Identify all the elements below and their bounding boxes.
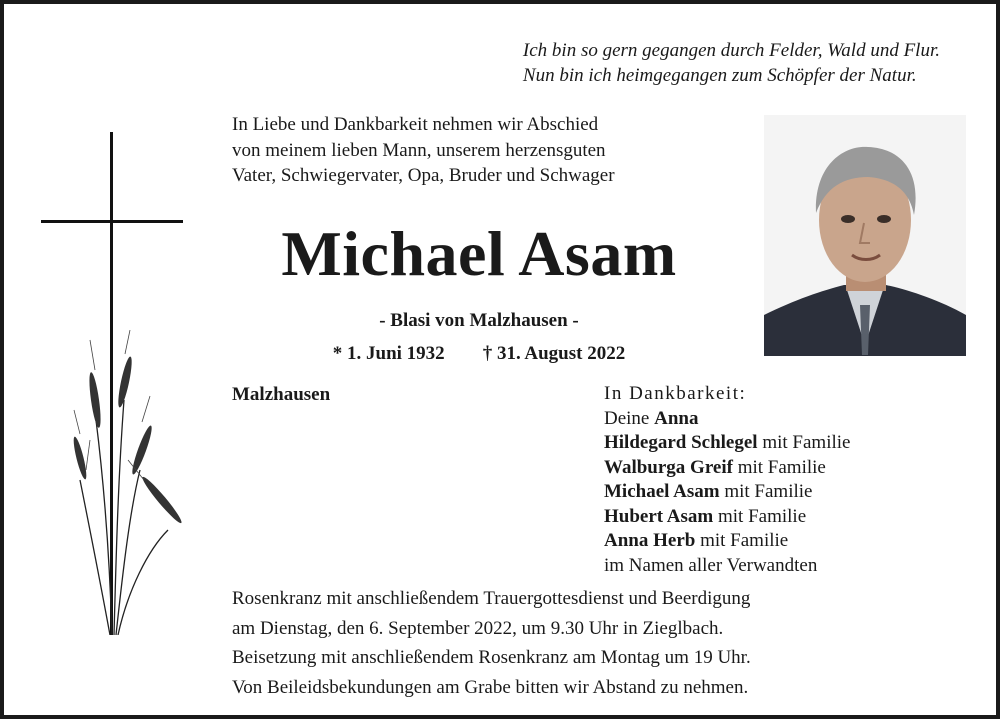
poem — [523, 38, 940, 88]
mourner-name: Hubert Asam — [604, 505, 714, 527]
intro-line-1: In Liebe und Dankbarkeit nehmen wir Abschied — [232, 114, 599, 135]
place: Malzhausen — [232, 384, 331, 405]
mourner-suffix: mit Familie — [757, 432, 851, 453]
funeral-details — [232, 584, 751, 702]
closing-line-4: Von Beileidsbekundungen am Grabe bitten wir Abstand zu nehmen. — [232, 676, 749, 698]
mourner-suffix: mit Familie — [732, 456, 826, 478]
mourner-row — [604, 529, 850, 554]
deceased-name: Michael Asam — [281, 218, 677, 289]
mourner-row — [604, 431, 850, 456]
portrait-photo — [764, 115, 966, 356]
mourner-suffix: mit Familie — [719, 481, 813, 502]
deceased-nickname: - Blasi von Malzhausen - — [379, 310, 579, 331]
cross-beam — [41, 220, 183, 223]
wheat-icon — [68, 330, 188, 635]
closing-line-2: am Dienstag, den 6. September 2022, um 9.30 Uhr in Zieglbach. — [232, 617, 724, 639]
mourner-row — [604, 407, 850, 432]
intro-line-2: von meinem lieben Mann, unserem herzensguten — [232, 139, 606, 161]
thanks-heading: In Dankbarkeit: — [604, 383, 747, 404]
closing-line-3: Beisetzung mit anschließendem Rosenkranz am Montag um 19 Uhr. — [232, 647, 751, 668]
mourner-prefix: Deine — [604, 407, 655, 429]
poem-line-1: Ich bin so gern gegangen durch Felder, Wald und Flur. — [522, 40, 940, 61]
mourner-name: Anna — [654, 407, 699, 429]
mourner-name: Walburga Greif — [604, 456, 733, 478]
thanks-footer: im Namen aller Verwandten — [604, 554, 818, 576]
birth-date: * 1. Juni 1932 — [332, 343, 445, 364]
mourner-row — [604, 505, 850, 530]
mourners-list — [604, 382, 850, 578]
intro-text — [232, 112, 615, 189]
poem-line-2: Nun bin ich heimgegangen zum Schöpfer der Natur. — [522, 65, 917, 86]
mourner-row — [604, 456, 850, 481]
mourner-name: Hildegard Schlegel — [604, 432, 758, 453]
mourner-name: Anna Herb — [604, 530, 696, 551]
life-dates — [234, 341, 724, 367]
intro-line-3: Vater, Schwiegervater, Opa, Bruder und Schwager — [232, 165, 615, 186]
closing-line-1: Rosenkranz mit anschließendem Trauergottesdienst und Beerdigung — [232, 588, 751, 609]
mourner-suffix: mit Familie — [695, 530, 789, 551]
death-date: † 31. August 2022 — [482, 343, 626, 364]
mourner-name: Michael Asam — [604, 481, 720, 502]
mourner-suffix: mit Familie — [713, 505, 807, 527]
mourner-row — [604, 480, 850, 505]
